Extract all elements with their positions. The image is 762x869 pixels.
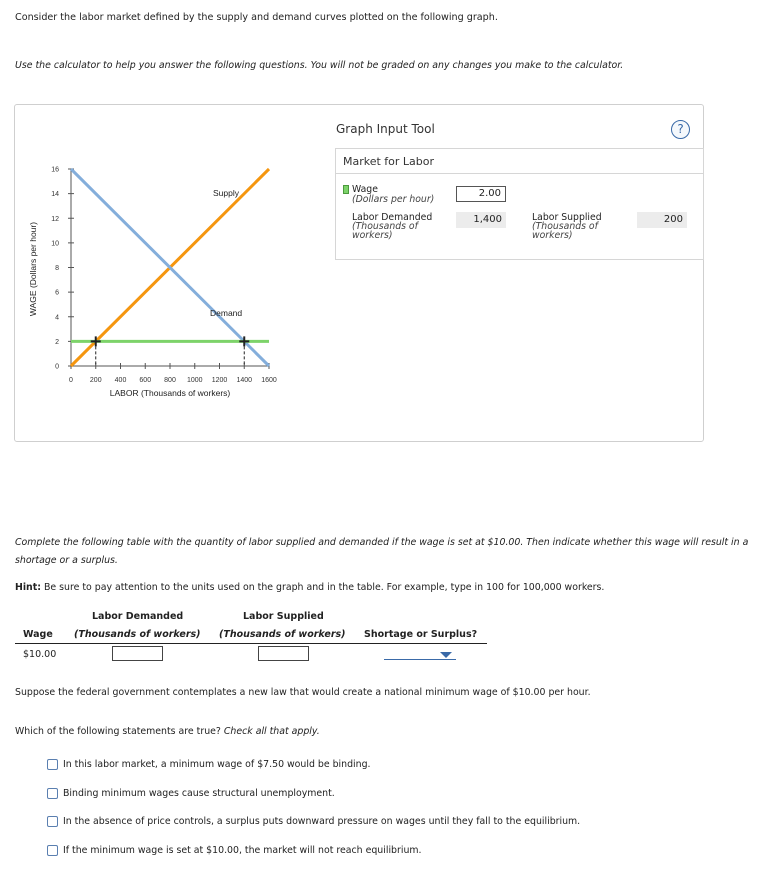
x-tick-label: 800 [164, 377, 176, 384]
labor-supplied-input[interactable] [258, 646, 309, 661]
y-tick-label: 8 [55, 265, 59, 272]
hint-body: Be sure to pay attention to the units used on the graph and in the table. For example, type in 100 for 100,000 workers. [40, 582, 605, 593]
col-header-supplied: Labor Supplied [243, 611, 324, 622]
y-tick-label: 10 [51, 240, 59, 248]
row-wage: $10.00 [23, 649, 57, 660]
demanded-unit-1: (Thousands of [352, 221, 418, 232]
x-tick-label: 1200 [211, 377, 228, 384]
calculator-note: Use the calculator to help you answer the following questions. You will not be graded on any changes you make to the calculator. [15, 60, 624, 71]
help-button[interactable]: ? [671, 120, 690, 139]
option-4-label: If the minimum wage is set at $10.00, the market will not reach equilibrium. [63, 845, 422, 856]
graph-lines [71, 169, 269, 366]
y-tick-label: 6 [55, 289, 59, 297]
y-axis-label: WAGE (Dollars per hour) [28, 221, 38, 317]
y-tick-label: 4 [55, 314, 59, 322]
x-tick-label: 1000 [186, 377, 203, 384]
y-tick-label: 0 [55, 363, 59, 371]
chevron-down-icon[interactable] [440, 652, 452, 658]
demanded-value: 1,400 [456, 212, 506, 228]
which-text [15, 726, 320, 737]
market-panel [335, 148, 704, 260]
option-4-checkbox[interactable] [47, 845, 58, 856]
supplied-unit-1: (Thousands of [532, 221, 598, 232]
table-header-divider [15, 643, 487, 644]
graph-input-tool-title: Graph Input Tool [336, 122, 435, 136]
x-tick-label: 0 [69, 377, 73, 384]
market-title: Market for Labor [336, 149, 703, 174]
labor-demanded-input[interactable] [112, 646, 163, 661]
x-tick-label: 1600 [261, 377, 277, 384]
x-axis-label: LABOR (Thousands of workers) [109, 388, 231, 398]
col-header-units-2: (Thousands of workers) [219, 629, 346, 640]
option-1-checkbox[interactable] [47, 759, 58, 770]
hint-text [15, 582, 604, 593]
demanded-unit-2: workers) [352, 230, 393, 241]
option-2-label: Binding minimum wages cause structural unemployment. [63, 788, 335, 799]
intro-text: Consider the labor market defined by the supply and demand curves plotted on the following graph. [15, 12, 498, 23]
wage-color-swatch [343, 185, 349, 194]
x-tick-label: 200 [89, 377, 102, 384]
col-header-units-1: (Thousands of workers) [74, 629, 201, 640]
option-3-label: In the absence of price controls, a surplus puts downward pressure on wages until they fall to the equilibrium. [63, 816, 581, 827]
x-tick-label: 600 [139, 377, 152, 384]
supplied-label: Labor Supplied [532, 212, 602, 223]
supply-label: Supply [213, 188, 239, 198]
option-2-checkbox[interactable] [47, 788, 58, 799]
option-3-checkbox[interactable] [47, 816, 58, 827]
supplied-value: 200 [637, 212, 687, 228]
demanded-label: Labor Demanded [352, 212, 433, 223]
supplied-unit-2: workers) [532, 230, 573, 241]
hint-label: Hint: [15, 582, 41, 593]
shortage-surplus-dropdown[interactable] [384, 659, 456, 660]
y-tick-label: 14 [51, 191, 59, 199]
which-prefix: Which of the following statements are true? [15, 726, 224, 737]
x-tick-label: 1400 [236, 377, 253, 384]
which-suffix: Check all that apply. [223, 726, 320, 737]
demand-label: Demand [210, 308, 243, 318]
wage-input[interactable]: 2.00 [456, 186, 506, 202]
option-1-label: In this labor market, a minimum wage of $7.50 would be binding. [63, 759, 371, 770]
wage-label: Wage [352, 184, 378, 195]
wage-unit: (Dollars per hour) [352, 194, 435, 205]
x-tick-label: 400 [114, 377, 127, 384]
complete-table-instructions: Complete the following table with the quantity of labor supplied and demanded if the wage is set at $10.00. Then indicate whether this wage will result in a shortage or a surplus. [15, 537, 749, 566]
col-header-wage: Wage [23, 629, 53, 640]
y-tick-label: 2 [55, 338, 59, 346]
y-tick-label: 16 [51, 166, 59, 174]
suppose-text: Suppose the federal government contemplates a new law that would create a national minimum wage of $10.00 per hour. [15, 687, 591, 698]
y-tick-label: 12 [51, 215, 59, 223]
col-header-shortage: Shortage or Surplus? [364, 629, 478, 640]
col-header-demanded: Labor Demanded [92, 611, 184, 622]
